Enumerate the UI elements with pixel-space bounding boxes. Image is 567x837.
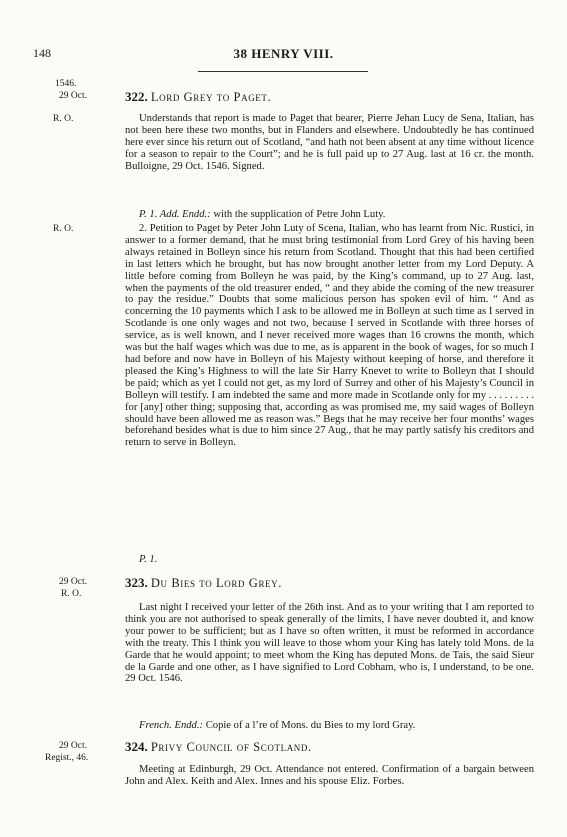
entry-number: 322. [125, 89, 148, 104]
note-text: Copie of a l’re of Mons. du Bies to my lord Gray. [205, 720, 416, 731]
entry-number: 324. [125, 739, 148, 754]
note-label-2: P. 1. [139, 554, 158, 565]
entry-source: R. O. [53, 114, 74, 124]
page-header [33, 46, 534, 62]
entry-note [125, 209, 534, 221]
entry-source: Regist., 46. [45, 753, 89, 763]
entry-title: Du Bies to Lord Grey. [150, 576, 282, 590]
entry-date: 29 Oct. [59, 91, 87, 101]
entry-margin [33, 78, 125, 102]
entry-heading [125, 740, 312, 754]
note-label: French. Endd.: [139, 720, 204, 731]
entry-note-2 [125, 554, 534, 566]
entry-heading [125, 576, 282, 590]
note-text: with the supplication of Petre John Luty. [213, 209, 386, 220]
entry-text: Meeting at Edinburgh, 29 Oct. Attendance not entered. Confirmation of a bargain between John and Alex. Keith and Alex. Innes and his spouse Eliz. Forbes. [125, 764, 534, 787]
entry-title: Lord Grey to Paget. [150, 90, 272, 104]
entry-margin [33, 576, 125, 600]
entry-text-2: 2. Petition to Paget by Peter John Luty of Scena, Italian, who has learnt from Nic. Rustici, in answer to a former demand, that he must bring testimonial from Lord Grey of his having been always retained in Bolleyn since his return from Scotland. Thought that this had been certified in last letters which he brought, but has now brought another letter from my Lord Deputy. A little before coming from Bolleyn he was paid, by the King’s command, up to 27 Aug. last, when the payments of the old treasurer ended, “ and they abide the coming of the new treasurer to pay the residue.” Doubts that some malicious person has spoken evil of him. “ And as concerning the 10 payments which I ask to be allowed me in Bolleyn at such time as I served in Scotlande is one only wages and not two, because I served in Scotlande with three horses of service, as is well known, and I never received more wages than 16 crowns the month, which was but the half wages which was due to me, as is apparent in the book of wages, for so much I had before and now have in Bolleyn of his Majesty without keeping of horse, and therefore it pleased the King’s Highness to will the late Sir Harry Knevet to write to Bolleyn that I should be paid; which as yet I could not get, as my lord of Surrey and other of his Majesty’s Council in Bolleyn will testify. I am indebted the same and more made in Scotlande only for my . . . . . . . . . for [any] other thing; supposing that, according as was promised me, my said wages of Bolleyn should have been allowed me as reason was.” Begs that he may receive her four months’ wages beforehand besides what is due to him since 27 Aug., that he may partly satisfy his creditors and return to serve in Bolleyn. [125, 223, 534, 449]
note-label: P. 1. Add. Endd.: [139, 209, 211, 220]
entry-source-wrap [33, 113, 125, 125]
entry-date: 29 Oct. [59, 741, 87, 751]
header-rule [198, 71, 368, 72]
entry-note [125, 720, 534, 732]
entry-margin [33, 740, 125, 764]
entry-year: 1546. [55, 79, 77, 89]
entry-heading [125, 90, 271, 104]
entry-date: 29 Oct. [59, 577, 87, 587]
entry-text: Understands that report is made to Paget that bearer, Pierre Jehan Lucy de Sena, Italian, has not been here these two months, but in Flanders and elsewhere. Undoubtedly he has continued here ever since his return out of Scotland, “and hath not been absent at any time without licence for a season to repair to the Court”; and he is full paid up to 27 Aug. last at 16 cr. the month. Bulloigne, 29 Oct. 1546. Signed. [125, 113, 534, 172]
entry-source: R. O. [61, 589, 82, 599]
entry-text: Last night I received your letter of the 26th inst. And as to your writing that I am reported to think you are not authorised to speak generally of the limits, I have never doubted it, and know your power to be sufficient; but as I have so often written, it must be reformed in accordance with the treaty. This I think you will leave to those whom your King has lately told Mons. de la Garde that he would appoint; to meet whom the King has deputed Mons. de Tais, the said Sieur de la Garde and one other, as I have signified to Lord Cobham, who is, I understand, to be one. 29 Oct. 1546. [125, 602, 534, 685]
entry-source-2: R. O. [53, 224, 74, 234]
page-number: 148 [33, 46, 51, 60]
entry-number: 323. [125, 575, 148, 590]
running-title: 38 HENRY VIII. [233, 46, 334, 61]
entry-title: Privy Council of Scotland. [150, 740, 312, 754]
entry-source2-wrap [33, 223, 125, 235]
